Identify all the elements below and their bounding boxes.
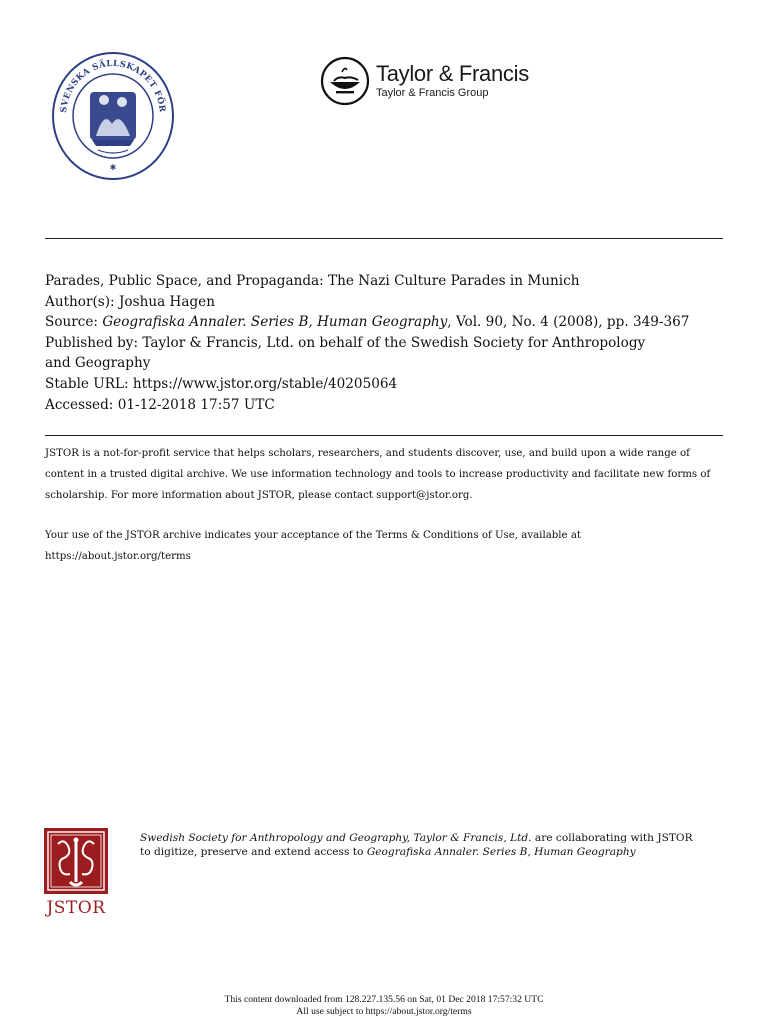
seal-text: SVENSKA SÄLLSKAPET FÖR	[59, 58, 167, 114]
accessed-date: 01-12-2018 17:57 UTC	[117, 396, 275, 413]
jstor-notice	[45, 444, 725, 568]
published-label: Published by:	[45, 334, 139, 351]
publisher-line-2: and Geography	[45, 355, 151, 372]
source-label: Source:	[45, 314, 98, 331]
accessed-line	[45, 395, 735, 416]
stable-url-line	[45, 374, 735, 395]
collaboration-partners: Swedish Society for Anthropology and Geography, Taylor & Francis, Ltd.	[140, 832, 532, 844]
footer-line-1: This content downloaded from 128.227.135.56 on Sat, 01 Dec 2018 17:57:32 UTC	[224, 994, 544, 1005]
svg-text:✱: ✱	[109, 163, 117, 172]
stable-url-label: Stable URL:	[45, 375, 129, 392]
source-line	[45, 312, 735, 333]
publisher-name: Taylor & Francis	[376, 61, 529, 86]
collaboration-journal: Geografiska Annaler. Series B, Human Geography	[366, 845, 636, 858]
lamp-icon	[320, 56, 370, 106]
footer-line-2: All use subject to https://about.jstor.org/terms	[296, 1005, 472, 1017]
publisher-text: Taylor & Francis, Ltd. on behalf of the Swedish Society for Anthropology	[142, 334, 646, 351]
author-line	[45, 292, 735, 313]
collaboration-statement	[140, 832, 700, 860]
middle-divider	[45, 435, 723, 436]
publisher-group: Taylor & Francis Group	[376, 87, 489, 99]
terms-paragraph: Your use of the JSTOR archive indicates your acceptance of the Terms & Conditions of Use, available at https://about.jstor.org/terms	[45, 530, 581, 563]
author-name: Joshua Hagen	[118, 293, 215, 310]
stable-url-link[interactable]: https://www.jstor.org/stable/40205064	[132, 375, 398, 392]
publisher-line	[45, 333, 735, 354]
source-details: , Vol. 90, No. 4 (2008), pp. 349-367	[447, 314, 690, 331]
collaboration-text: are collaborating with JSTOR to digitize, preserve and extend access to	[140, 832, 693, 858]
citation-block	[45, 271, 735, 415]
accessed-label: Accessed:	[45, 396, 114, 413]
society-seal-logo	[52, 52, 174, 180]
download-footer	[0, 994, 768, 1017]
about-paragraph: JSTOR is a not-for-profit service that helps scholars, researchers, and students discover, use, and build upon a wide range of content in a trusted digital archive. We use information technology and tools to increase productivity and facilitate new forms of scholarship. For more information about JSTOR, please contact support@jstor.org.	[45, 448, 711, 501]
jstor-wordmark: JSTOR	[46, 898, 106, 918]
jstor-logo	[44, 828, 108, 922]
source-journal: Geografiska Annaler. Series B, Human Geography	[102, 314, 448, 331]
article-title: Parades, Public Space, and Propaganda: The Nazi Culture Parades in Munich	[45, 273, 580, 289]
top-divider	[45, 238, 723, 239]
jstor-emblem-icon	[44, 828, 108, 894]
taylor-francis-logo	[320, 56, 540, 108]
author-label: Author(s):	[45, 293, 115, 310]
